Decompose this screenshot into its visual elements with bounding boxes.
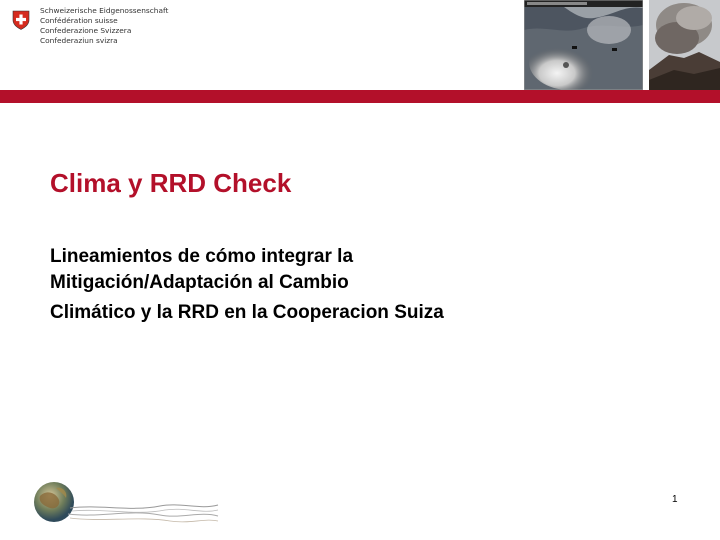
- volcano-eruption-image: [649, 0, 720, 90]
- confederation-names: [40, 6, 168, 46]
- swiss-cross-shield-icon: [12, 10, 30, 30]
- globe-network-icon: [30, 478, 220, 530]
- hurricane-satellite-image: [524, 0, 643, 90]
- conf-name-fr: Confédération suisse: [40, 16, 118, 25]
- page-number: 1: [672, 494, 678, 505]
- slide-title: Clima y RRD Check: [50, 168, 292, 198]
- header-banner: [0, 90, 720, 103]
- conf-name-rm: Confederaziun svizra: [40, 36, 118, 45]
- conf-name-de: Schweizerische Eidgenossenschaft: [40, 6, 169, 15]
- conf-name-it: Confederazione Svizzera: [40, 26, 132, 35]
- slide-subtitle: [50, 244, 610, 326]
- subtitle-line-3: Climático y la RRD en la Cooperacion Suiza: [50, 302, 444, 323]
- subtitle-line-2: Mitigación/Adaptación al Cambio: [50, 272, 349, 293]
- subtitle-line-1: Lineamientos de cómo integrar la: [50, 246, 354, 267]
